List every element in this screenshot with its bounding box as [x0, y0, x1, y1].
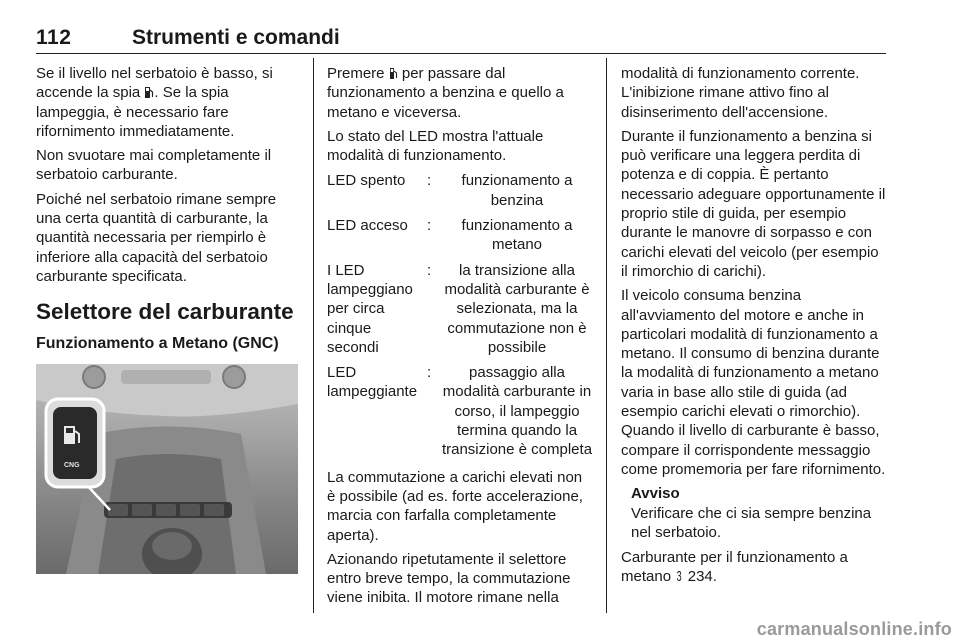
page-header [36, 26, 886, 54]
column-2 [327, 64, 593, 613]
column-1 [36, 64, 298, 574]
paragraph: Non svuotare mai completamente il serbatoio carburante. [36, 147, 272, 184]
table-row: LED acceso : funzionamento a metano [327, 217, 573, 254]
paragraph: Poiché nel serbatoio rimane sempre una certa quantità di carburante, la quantità necessaria per riempirlo è inferiore alla capacità del serbatoio carburante specificata. [36, 190, 277, 285]
page-reference-link[interactable]: 234. [687, 568, 717, 586]
paragraph: Durante il funzionamento a benzina si può verificare una leggera perdita di potenza e di coppia. È pertanto necessario adeguare opportunamente il proprio stile di guida, per esempio durante le manovre di sorpasso e con carichi elevati del veicolo (per esempio il rimorchio di carichi). [621, 127, 886, 280]
table-row: LED lampeggiante : passaggio alla modalità carburante in corso, il lampeggio termina quando la transizione è completa [327, 364, 593, 459]
paragraph: La commutazione a carichi elevati non è possibile (ad es. forte accelerazione, marcia con farfalla completamente aperta). [327, 468, 583, 544]
column-divider [606, 58, 607, 613]
chapter-title: Strumenti e comandi [132, 26, 340, 49]
cng-label: CNG [64, 462, 80, 470]
table-row: I LED lampeggiano per circa cinque secondi : la transizione alla modalità carburante è selezionata, ma la commutazione non è possibile [327, 261, 590, 356]
note-text: Verificare che ci sia sempre benzina nel serbatoio. [631, 504, 872, 541]
paragraph: Azionando ripetutamente il selettore entro breve tempo, la commutazione viene inibita. Il motore rimane nella [327, 550, 571, 607]
paragraph: Lo stato del LED mostra l'attuale modalità di funzionamento. [327, 127, 544, 165]
subsection-title: Funzionamento a Metano (GNC) [36, 335, 279, 353]
note-box [631, 484, 889, 542]
section-title: Selettore del carburante [36, 299, 294, 325]
paragraph: Il veicolo consuma benzina all'avviamento del motore e anche in particolari modalità di funzionamento a metano. Il consumo di benzina durante la modalità di funzionamento a metano varia in base allo stile di guida (ad esempio carichi elevati o rimorchio). Quando il livello di carburante è basso, compare il corrispondente messaggio come promemoria per fare rifornimento. [621, 287, 886, 478]
paragraph: modalità di funzionamento corrente. L'inibizione rimane attivo fino al disinserimento dell'accensione. [621, 65, 860, 121]
paragraph: Carburante per il funzionamento a metano 3 234. [621, 549, 848, 586]
note-title: Avviso [631, 485, 680, 503]
column-divider [313, 58, 314, 613]
led-status-table [327, 171, 593, 459]
paragraph: Premere per passare dal funzionamento a benzina e quello a metano e viceversa. [327, 65, 564, 121]
page-number: 112 [36, 26, 72, 49]
paragraph: Se il livello nel serbatoio è basso, si accende la spia . Se la spia lampeggia, è necessario fare rifornimento immediatamente. [36, 65, 273, 140]
page-reference-icon: 3 [676, 568, 682, 586]
table-row: LED spento : funzionamento a benzina [327, 172, 573, 209]
column-3 [621, 64, 889, 592]
watermark: carmanualsonline.info [756, 619, 952, 639]
fuel-pump-icon [144, 86, 154, 99]
fuel-pump-icon [389, 67, 398, 80]
cng-switch-photo [36, 364, 298, 574]
